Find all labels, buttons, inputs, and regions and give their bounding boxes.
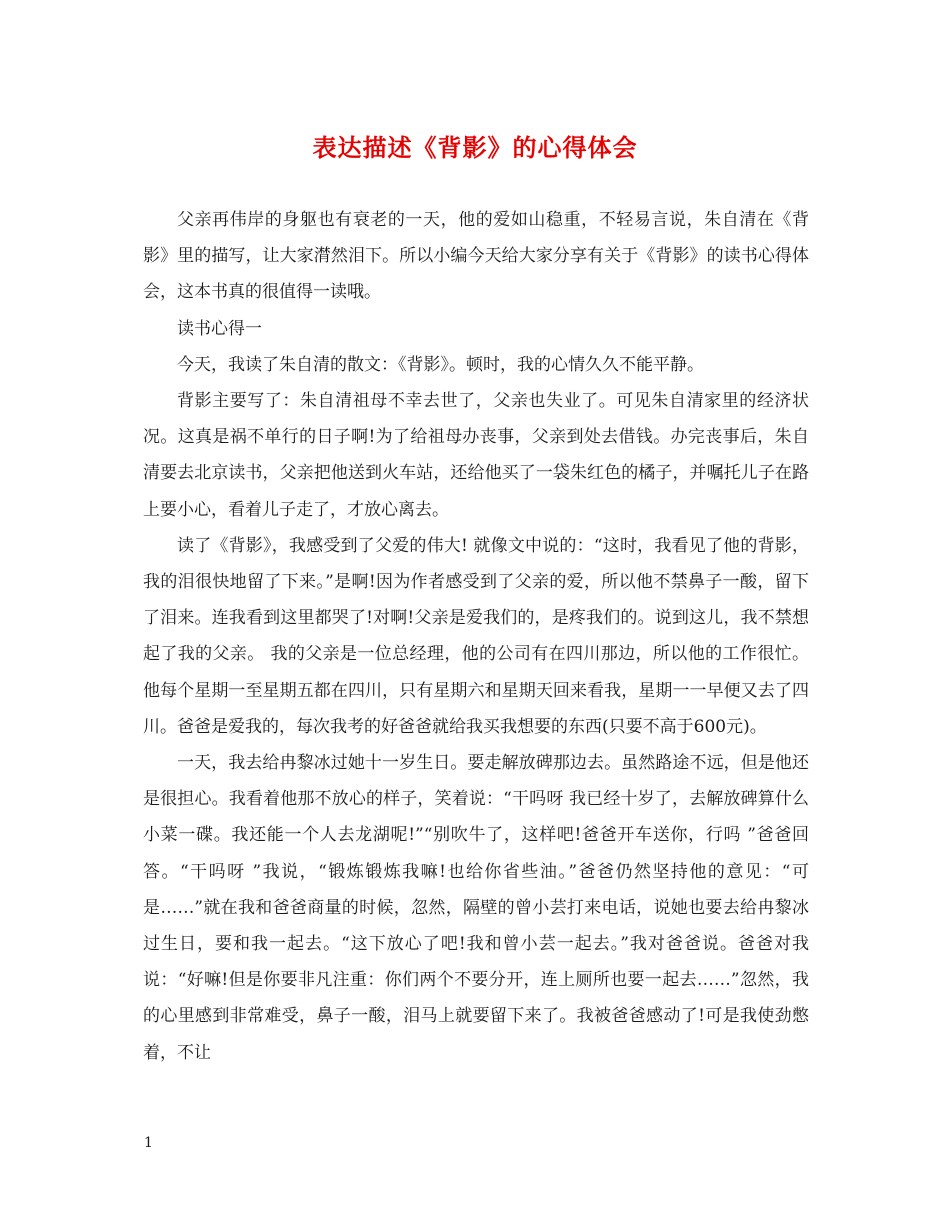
document-body bbox=[143, 202, 809, 1071]
section-heading: 读书心得一 bbox=[177, 318, 262, 339]
document-title: 表达描述《背影》的心得体会 bbox=[312, 133, 638, 162]
page-number: 1 bbox=[144, 1135, 153, 1151]
paragraph: 背影主要写了：朱自清祖母不幸去世了，父亲也失业了。可见朱自清家里的经济状况。这真是祸不单行的日子啊!为了给祖母办丧事，父亲到处去借钱。办完丧事后，朱自清要去北京读书，父亲把他送到火车站，还给他买了一袋朱红色的橘子，并嘱托儿子在路上要小心，看着儿子走了，才放心离去。 bbox=[143, 391, 809, 520]
paragraph: 今天，我读了朱自清的散文：《背影》。顿时，我的心情久久不能平静。 bbox=[177, 354, 704, 375]
paragraph-intro: 父亲再伟岸的身躯也有衰老的一天，他的爱如山稳重，不轻易言说，朱自清在《背影》里的描写，让大家潸然泪下。所以小编今天给大家分享有关于《背影》的读书心得体会，这本书真的很值得一读哦。 bbox=[143, 210, 809, 303]
paragraph: 读了《背影》，我感受到了父爱的伟大! 就像文中说的：“这时，我看见了他的背影，我的泪很快地留了下来。”是啊!因为作者感受到了父亲的爱，所以他不禁鼻子一酸，留下了泪来。连我看到这里都哭了!对啊!父亲是爱我们的，是疼我们的。说到这儿，我不禁想起了我的父亲。 我的父亲是一位总经理，他的公司有在四川那边，所以他的工作很忙。他每个星期一至星期五都在四川，只有星期六和星期天回来看我，星期一一早便又去了四川。爸爸是爱我的，每次我考的好爸爸就给我买我想要的东西(只要不高于600元)。 bbox=[143, 535, 809, 737]
paragraph: 一天，我去给冉黎冰过她十一岁生日。要走解放碑那边去。虽然路途不远，但是他还是很担心。我看着他那不放心的样子，笑着说：“干吗呀 我已经十岁了，去解放碑算什么 小菜一碟。我还能一个人去龙湖呢!”“别吹牛了，这样吧!爸爸开车送你，行吗 ”爸爸回答。“干吗呀 ”我说，“锻炼锻炼我嘛!也给你省些油。”爸爸仍然坚持他的意见：“可是……”就在我和爸爸商量的时候，忽然，隔壁的曾小芸打来电话，说她也要去给冉黎冰过生日，要和我一起去。“这下放心了吧!我和曾小芸一起去。”我对爸爸说。爸爸对我说：“好嘛!但是你要非凡注重：你们两个不要分开，连上厕所也要一起去……”忽然，我的心里感到非常难受，鼻子一酸，泪马上就要留下来了。我被爸爸感动了!可是我使劲憋着，不让 bbox=[143, 753, 809, 1063]
